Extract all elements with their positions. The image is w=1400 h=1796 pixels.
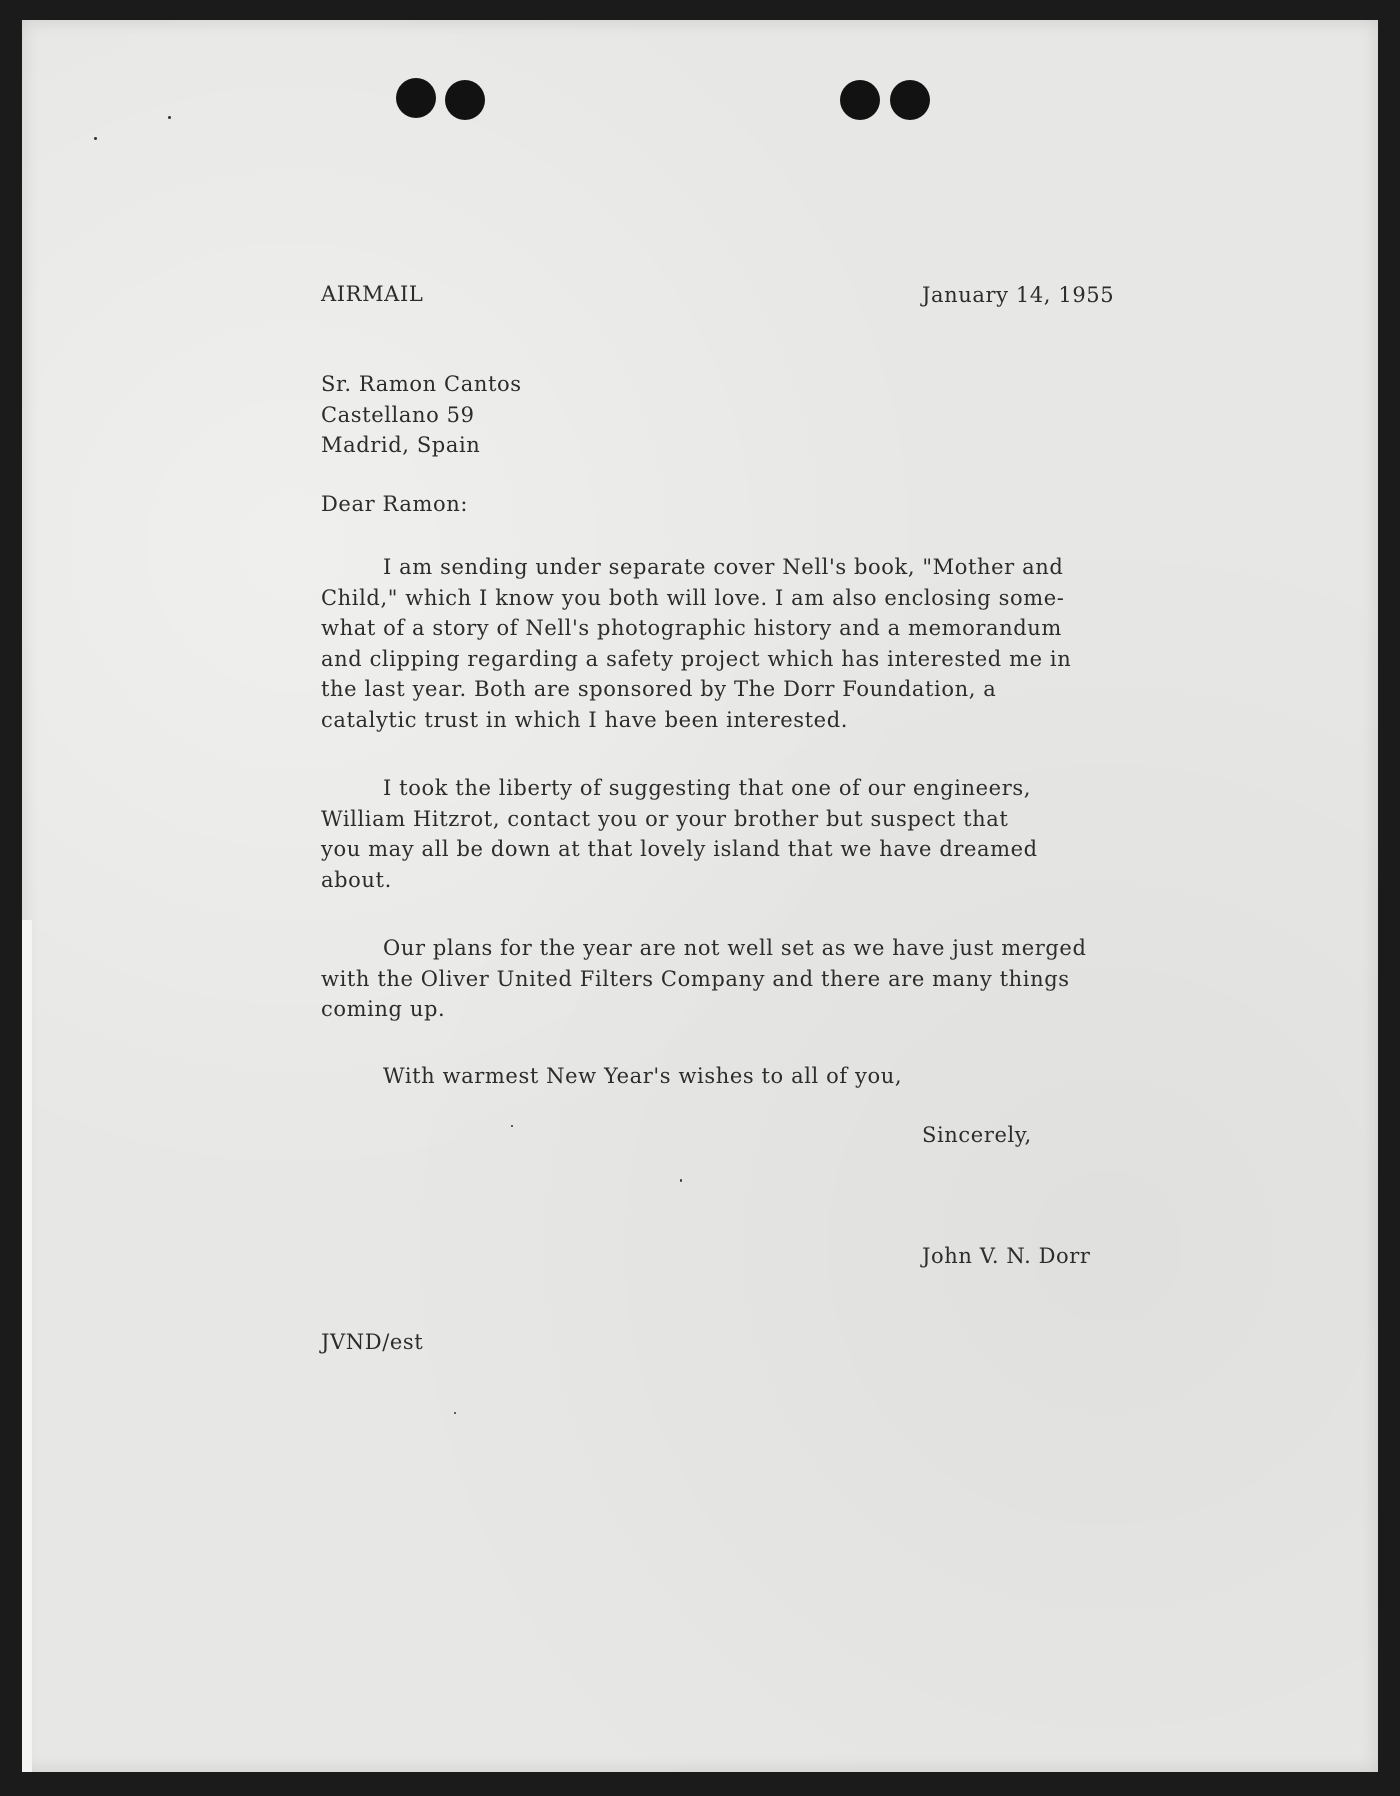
- closing: Sincerely,: [922, 1123, 1032, 1147]
- paragraph-line: Our plans for the year are not well set as we have just merged: [383, 936, 1087, 960]
- paragraph-line: about.: [321, 867, 392, 892]
- paragraph-line: you may all be down at that lovely island that we have dreamed: [321, 837, 1038, 861]
- paragraph-line: with the Oliver United Filters Company and there are many things: [321, 966, 1070, 991]
- paper-speck: [511, 1125, 513, 1127]
- paragraph-1: [321, 552, 1071, 735]
- paragraph-line: Child," which I know you both will love. I am also enclosing some-: [321, 585, 1065, 610]
- recipient-city: Madrid, Spain: [321, 433, 481, 457]
- punch-hole: [396, 78, 436, 118]
- punch-hole: [840, 80, 880, 120]
- paragraph-line: William Hitzrot, contact you or your brother but suspect that: [321, 806, 1009, 831]
- paper-speck: [680, 1179, 682, 1182]
- paragraph-2: [321, 773, 1038, 895]
- paragraph-3: [321, 933, 1087, 1025]
- punch-hole: [890, 80, 930, 120]
- mail-type: AIRMAIL: [321, 282, 424, 306]
- paper-edge: [22, 920, 32, 1772]
- paragraph-line: and clipping regarding a safety project which has interested me in: [321, 646, 1072, 671]
- paper-speck: [454, 1412, 456, 1414]
- salutation: Dear Ramon:: [321, 492, 469, 516]
- paragraph-line: coming up.: [321, 997, 446, 1021]
- paragraph-4: [321, 1061, 902, 1092]
- recipient-name: Sr. Ramon Cantos: [321, 372, 522, 396]
- punch-hole: [445, 80, 485, 120]
- paper-speck: [168, 116, 171, 119]
- paragraph-line: catalytic trust in which I have been interested.: [321, 707, 849, 732]
- recipient-street: Castellano 59: [321, 403, 475, 427]
- signer-name: John V. N. Dorr: [922, 1244, 1091, 1268]
- paragraph-line: I took the liberty of suggesting that one of our engineers,: [383, 776, 1031, 800]
- reference-initials: JVND/est: [321, 1330, 424, 1354]
- letter-page: [22, 20, 1378, 1772]
- paragraph-line: what of a story of Nell's photographic history and a memorandum: [321, 616, 1062, 640]
- paragraph-line: With warmest New Year's wishes to all of you,: [383, 1064, 903, 1088]
- paragraph-line: I am sending under separate cover Nell's book, "Mother and: [383, 555, 1064, 579]
- paper-speck: [94, 137, 97, 140]
- paragraph-line: the last year. Both are sponsored by The Dorr Foundation, a: [321, 677, 997, 701]
- letter-date: January 14, 1955: [922, 283, 1115, 307]
